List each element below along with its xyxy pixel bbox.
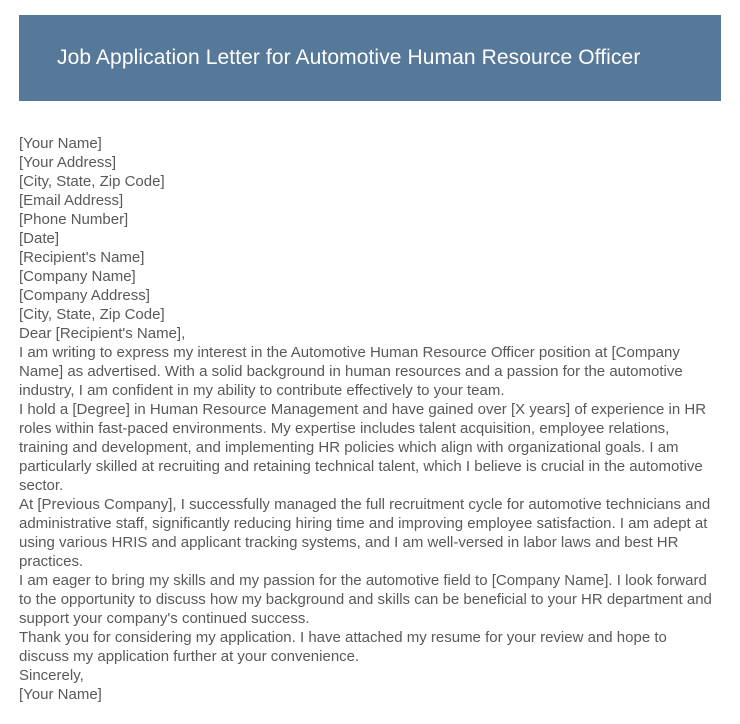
recipient-name-line: [Recipient's Name]	[19, 249, 145, 266]
page-title: Job Application Letter for Automotive Human Resource Officer	[57, 46, 641, 70]
signature-line: [Your Name]	[19, 686, 102, 703]
sender-phone-line: [Phone Number]	[19, 211, 129, 228]
recipient-address-block	[19, 248, 719, 324]
salutation-line: Dear [Recipient's Name],	[19, 325, 186, 342]
body-paragraph-2: I hold a [Degree] in Human Resource Management and have gained over [X years] of experience in HR roles within fast-paced environments. My expertise includes talent acquisition, employee relations, training and development, and implementing HR policies which align with organizational goals. I am particularly skilled at recruiting and retaining technical talent, which I believe is crucial in the automotive sector.	[19, 401, 707, 494]
document-title-banner	[19, 15, 721, 101]
recipient-company-address-line: [Company Address]	[19, 287, 150, 304]
sender-email-line: [Email Address]	[19, 192, 124, 209]
body-paragraph-5: Thank you for considering my application. I have attached my resume for your review and hope to discuss my application further at your convenience.	[19, 629, 667, 665]
sender-address-block	[19, 134, 719, 229]
recipient-company-line: [Company Name]	[19, 268, 136, 285]
sender-address-line: [Your Address]	[19, 154, 117, 171]
sender-city-state-zip-line: [City, State, Zip Code]	[19, 173, 165, 190]
date-line: [Date]	[19, 230, 60, 247]
closing-line: Sincerely,	[19, 667, 84, 684]
sender-name-line: [Your Name]	[19, 135, 102, 152]
recipient-city-state-zip-line: [City, State, Zip Code]	[19, 306, 165, 323]
body-paragraph-4: I am eager to bring my skills and my passion for the automotive field to [Company Name]. I look forward to the opportunity to discuss how my background and skills can be beneficial to your HR department and support your company's continued success.	[19, 572, 712, 627]
body-paragraph-1: I am writing to express my interest in the Automotive Human Resource Officer position at [Company Name] as advertised. With a solid background in human resources and a passion for the automotive industry, I am confident in my ability to contribute effectively to your team.	[19, 344, 683, 399]
body-paragraph-3: At [Previous Company], I successfully managed the full recruitment cycle for automotive technicians and administrative staff, significantly reducing hiring time and improving employee satisfaction. I am adept at using various HRIS and applicant tracking systems, and I am well-versed in labor laws and best HR practices.	[19, 496, 711, 570]
letter-body	[19, 134, 719, 704]
